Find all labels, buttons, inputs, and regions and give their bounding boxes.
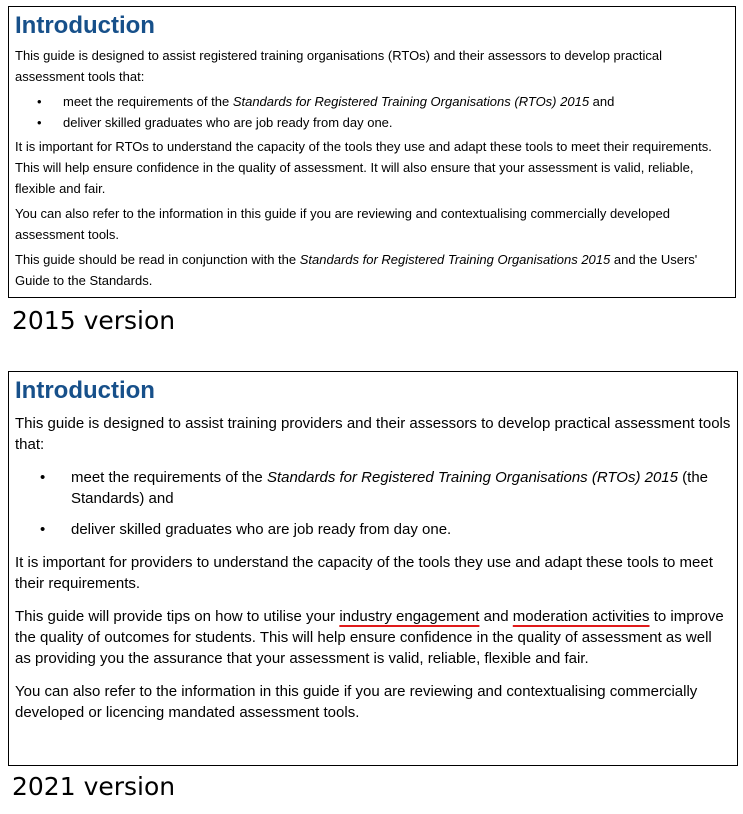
intro-paragraph: This guide is designed to assist registered training organisations (RTOs) and their assessors to develop practical assessment tools that:: [15, 48, 662, 84]
intro-paragraph: This guide is designed to assist training providers and their assessors to develop practical assessment tools that:: [15, 415, 731, 453]
document-excerpt-2015: [8, 6, 736, 298]
section-heading: Introduction: [15, 377, 155, 404]
bullet-icon: •: [40, 521, 46, 538]
body-paragraph: You can also refer to the information in this guide if you are reviewing and contextualising commercially developed assessment tools.: [15, 206, 670, 242]
version-caption: 2021 version: [12, 772, 176, 801]
highlight-industry-engagement: industry engagement: [339, 608, 480, 625]
version-caption: 2015 version: [12, 306, 176, 335]
list-item: • meet the requirements of the Standards for Registered Training Organisations (RTOs) 2015 (the Standards) and: [40, 469, 708, 507]
bullet-icon: •: [37, 115, 42, 130]
bullet-list: [15, 467, 731, 540]
body-paragraph: It is important for RTOs to understand the capacity of the tools they use and adapt these tools to meet their requirements. This will help ensure confidence in the quality of assessment. It will also ensure that your assessment is valid, reliable, flexible and fair.: [15, 139, 712, 196]
body-paragraph: It is important for providers to understand the capacity of the tools they use and adapt these tools to meet their requirements.: [15, 554, 713, 592]
list-item: • deliver skilled graduates who are job ready from day one.: [40, 521, 452, 538]
bullet-icon: •: [37, 94, 42, 109]
document-excerpt-2021: [8, 371, 738, 766]
list-item: • meet the requirements of the Standards for Registered Training Organisations (RTOs) 2015 and: [15, 91, 729, 112]
bullet-icon: •: [40, 469, 46, 486]
list-item: • deliver skilled graduates who are job ready from day one.: [15, 112, 729, 133]
highlight-moderation-activities: moderation activities: [512, 608, 650, 625]
body-paragraph: You can also refer to the information in this guide if you are reviewing and contextualising commercially developed or licencing mandated assessment tools.: [15, 683, 698, 721]
body-paragraph: This guide should be read in conjunction with the Standards for Registered Training Organisations 2015 and the Users' Guide to the Standards.: [15, 252, 698, 288]
body-paragraph: This guide will provide tips on how to utilise your industry engagement and moderation activities to improve the quality of outcomes for students. This will help ensure confidence in the quality of assessment as well as providing you the assurance that your assessment is valid, reliable, flexible and fair.: [15, 608, 724, 667]
bullet-list: [15, 91, 729, 133]
section-heading: Introduction: [15, 12, 155, 39]
